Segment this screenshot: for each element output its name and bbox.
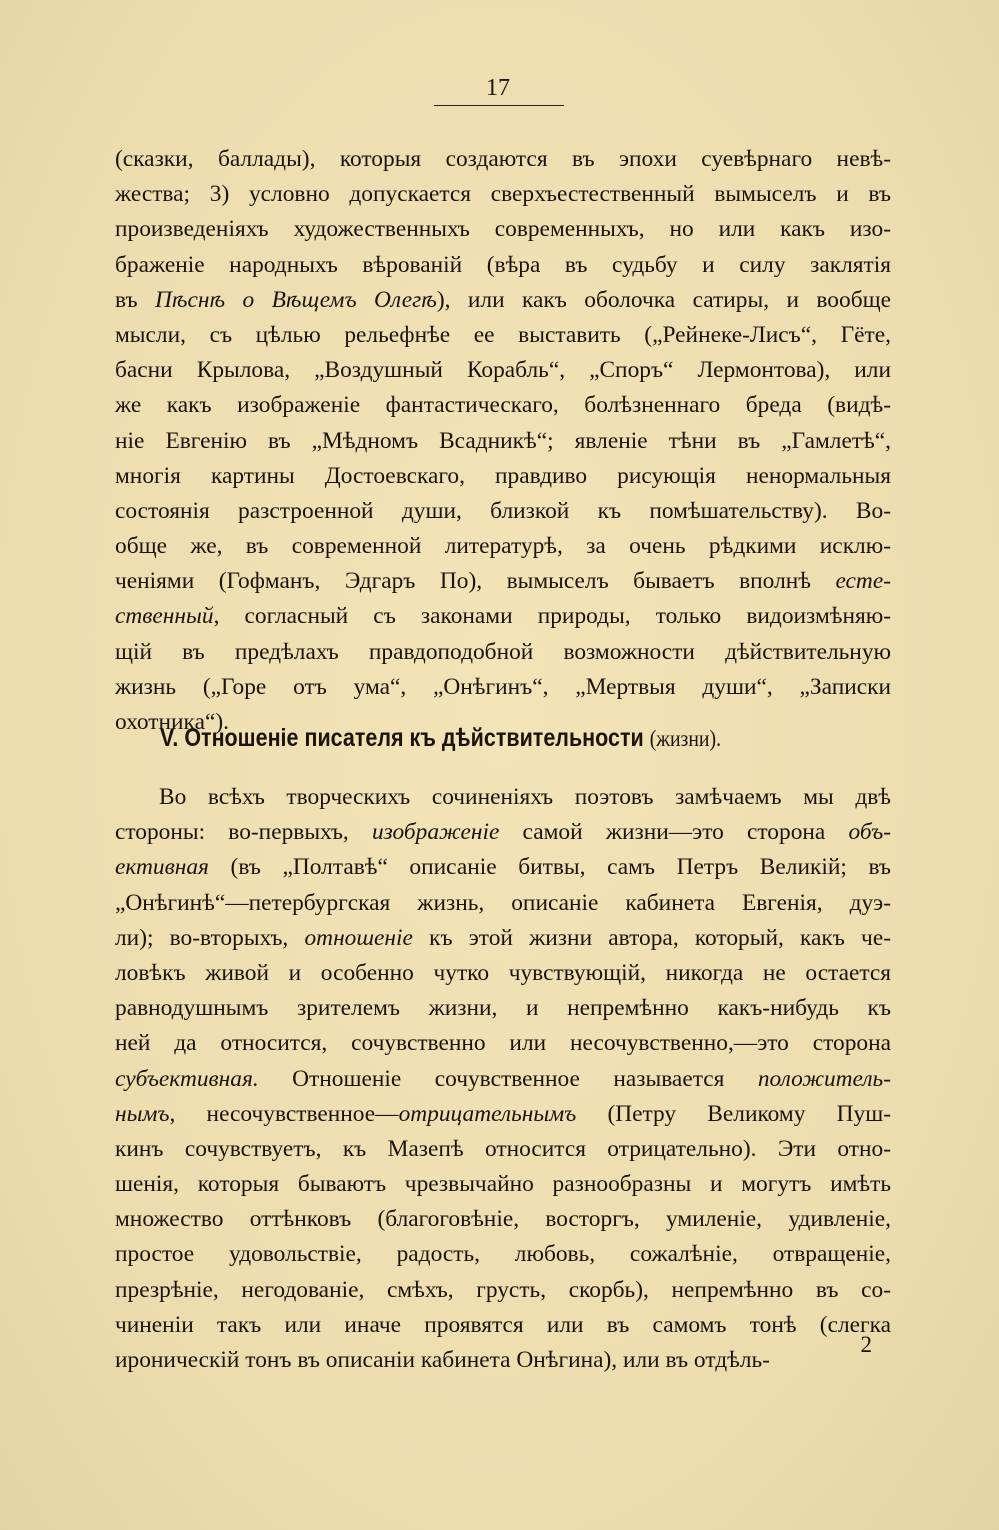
text-line: [115, 142, 891, 177]
section-heading: [160, 720, 779, 757]
text-line: [115, 1237, 891, 1272]
text-line: [115, 459, 891, 494]
text-line: [115, 177, 891, 212]
italic-text: положитель-: [757, 1065, 891, 1092]
text-run: Во всѣхъ творческихъ сочиненіяхъ поэтовъ замѣчаемъ мы двѣ: [159, 784, 891, 810]
text-line: [115, 850, 891, 885]
text-run: равнодушнымъ зрителемъ жизни, и непремѣнно какъ-нибудь къ: [115, 995, 891, 1022]
text-run: чиненіи такъ или иначе проявятся или въ самомъ тонѣ (слегка: [115, 1311, 891, 1338]
text-line: [115, 1343, 891, 1378]
text-run: ироническій тонъ въ описаніи кабинета Онѣгина), или въ отдѣль-: [115, 1347, 770, 1373]
text-line: [115, 248, 891, 283]
italic-text: нымъ: [115, 1100, 170, 1127]
text-run: произведеніяхъ художественныхъ современныхъ, но или какъ изо-: [115, 216, 891, 243]
text-line: [115, 494, 891, 529]
text-line: [115, 956, 891, 991]
text-line: [115, 635, 891, 670]
signature-mark: 2: [860, 1332, 872, 1357]
text-run: многія картины Достоевскаго, правдиво рисующія ненормальныя: [115, 462, 891, 489]
text-line: [115, 1202, 891, 1237]
text-run: ней да относится, сочувственно или несочувственно,—это сторона: [115, 1030, 891, 1057]
text-line: [115, 1132, 891, 1167]
italic-text: отрицательнымъ: [398, 1100, 577, 1127]
text-run: (сказки, баллады), которыя создаются въ эпохи суевѣрнаго невѣ-: [115, 146, 891, 172]
text-run: же какъ изображеніе фантастическаго, болѣзненнаго бреда (видѣ-: [115, 392, 891, 419]
text-line: [115, 1026, 891, 1061]
italic-text: объ-: [848, 819, 891, 846]
text-run: обще же, въ современной литературѣ, за очень рѣдкими исклю-: [115, 533, 891, 560]
text-line: [115, 318, 891, 353]
section-heading-title: V. Отношеніе писателя къ дѣйствительности: [160, 724, 644, 752]
italic-text: есте-: [835, 568, 891, 595]
text-run: къ этой жизни автора, который, какъ че-: [412, 924, 891, 951]
text-line: [115, 1097, 891, 1132]
text-line: [115, 283, 891, 318]
text-run: жизнь („Горе отъ ума“, „Онѣгинъ“, „Мертвыя души“, „Записки: [115, 673, 891, 700]
paragraph-continuation: [115, 142, 891, 740]
text-run: въ: [115, 286, 155, 313]
text-line: [115, 1167, 891, 1202]
text-run: ), или какъ оболочка сатиры, и вообще: [436, 286, 891, 313]
text-run: шенія, которыя бываютъ чрезвычайно разнообразны и могутъ имѣть: [115, 1171, 891, 1198]
text-run: кинъ сочувствуетъ, къ Мазепѣ относится отрицательно). Эти отно-: [115, 1135, 891, 1162]
paragraph-section-five: [115, 780, 891, 1378]
header-rule: [434, 105, 564, 106]
text-line: [115, 388, 891, 423]
italic-text: Пѣснѣ о Вѣщемъ Олегѣ: [154, 286, 437, 313]
text-line: [115, 670, 891, 705]
text-line: [115, 212, 891, 247]
text-run: „Онѣгинѣ“—петербургская жизнь, описаніе кабинета Евгенія, дуэ-: [115, 889, 891, 916]
text-line: [115, 564, 891, 599]
text-run: басни Крылова, „Воздушный Корабль“, „Споръ“ Лермонтова), или: [115, 357, 891, 384]
text-run: мысли, съ цѣлью рельефнѣе ее выставить („Рейнеке-Лисъ“, Гёте,: [115, 321, 891, 348]
text-line: [115, 815, 891, 850]
text-run: жества; 3) условно допускается сверхъестественный вымыселъ и въ: [115, 181, 891, 208]
text-run: , согласный съ законами природы, только видоизмѣняю-: [213, 603, 891, 630]
text-run: множество оттѣнковъ (благоговѣніе, восторгъ, умиленіе, удивленіе,: [115, 1206, 891, 1233]
text-line: [115, 353, 891, 388]
text-run: браженіе народныхъ вѣрованій (вѣра въ судьбу и силу заклятія: [115, 251, 891, 278]
page-number: 17: [486, 75, 510, 101]
text-line: [115, 1062, 891, 1097]
text-line: [115, 921, 891, 956]
text-run: Отношеніе сочувственное называется: [258, 1065, 758, 1092]
text-line: [115, 599, 891, 634]
italic-text: ективная: [115, 854, 209, 881]
italic-text: отношеніе: [304, 924, 413, 951]
italic-text: субъективная.: [115, 1065, 259, 1092]
italic-text: изображеніе: [371, 819, 500, 846]
text-line: [115, 780, 891, 815]
text-run: ченіями (Гофманъ, Эдгаръ По), вымыселъ бываетъ вполнѣ: [115, 568, 836, 595]
text-run: ли); во-вторыхъ,: [115, 924, 305, 951]
text-run: ніе Евгенію въ „Мѣдномъ Всадникѣ“; явленіе тѣни въ „Гамлетѣ“,: [115, 427, 891, 454]
section-heading-subtitle: (жизни).: [649, 726, 722, 751]
text-run: ловѣкъ живой и особенно чутко чувствующій, никогда не остается: [115, 959, 891, 986]
text-run: состоянія разстроенной души, близкой къ помѣшательству). Во-: [115, 497, 891, 524]
text-line: [115, 529, 891, 564]
text-line: [115, 1273, 891, 1308]
text-run: (въ „Полтавѣ“ описаніе битвы, самъ Петръ Великій; въ: [208, 854, 891, 881]
text-line: [115, 424, 891, 459]
text-line: [115, 1308, 891, 1343]
italic-text: ственный: [115, 603, 214, 630]
text-run: (Петру Великому Пуш-: [576, 1100, 891, 1127]
text-run: , несочувственное—: [169, 1100, 399, 1127]
text-run: презрѣніе, негодованіе, смѣхъ, грусть, скорбь), непремѣнно въ со-: [115, 1276, 891, 1303]
text-line: [115, 991, 891, 1026]
text-run: охотника“).: [115, 709, 229, 735]
text-run: простое удовольствіе, радость, любовь, сожалѣніе, отвращеніе,: [115, 1241, 891, 1268]
text-run: стороны: во-первыхъ,: [115, 819, 372, 846]
text-run: щій въ предѣлахъ правдоподобной возможности дѣйствительную: [115, 638, 891, 665]
text-line: [115, 886, 891, 921]
text-run: самой жизни—это сторона: [499, 819, 849, 846]
